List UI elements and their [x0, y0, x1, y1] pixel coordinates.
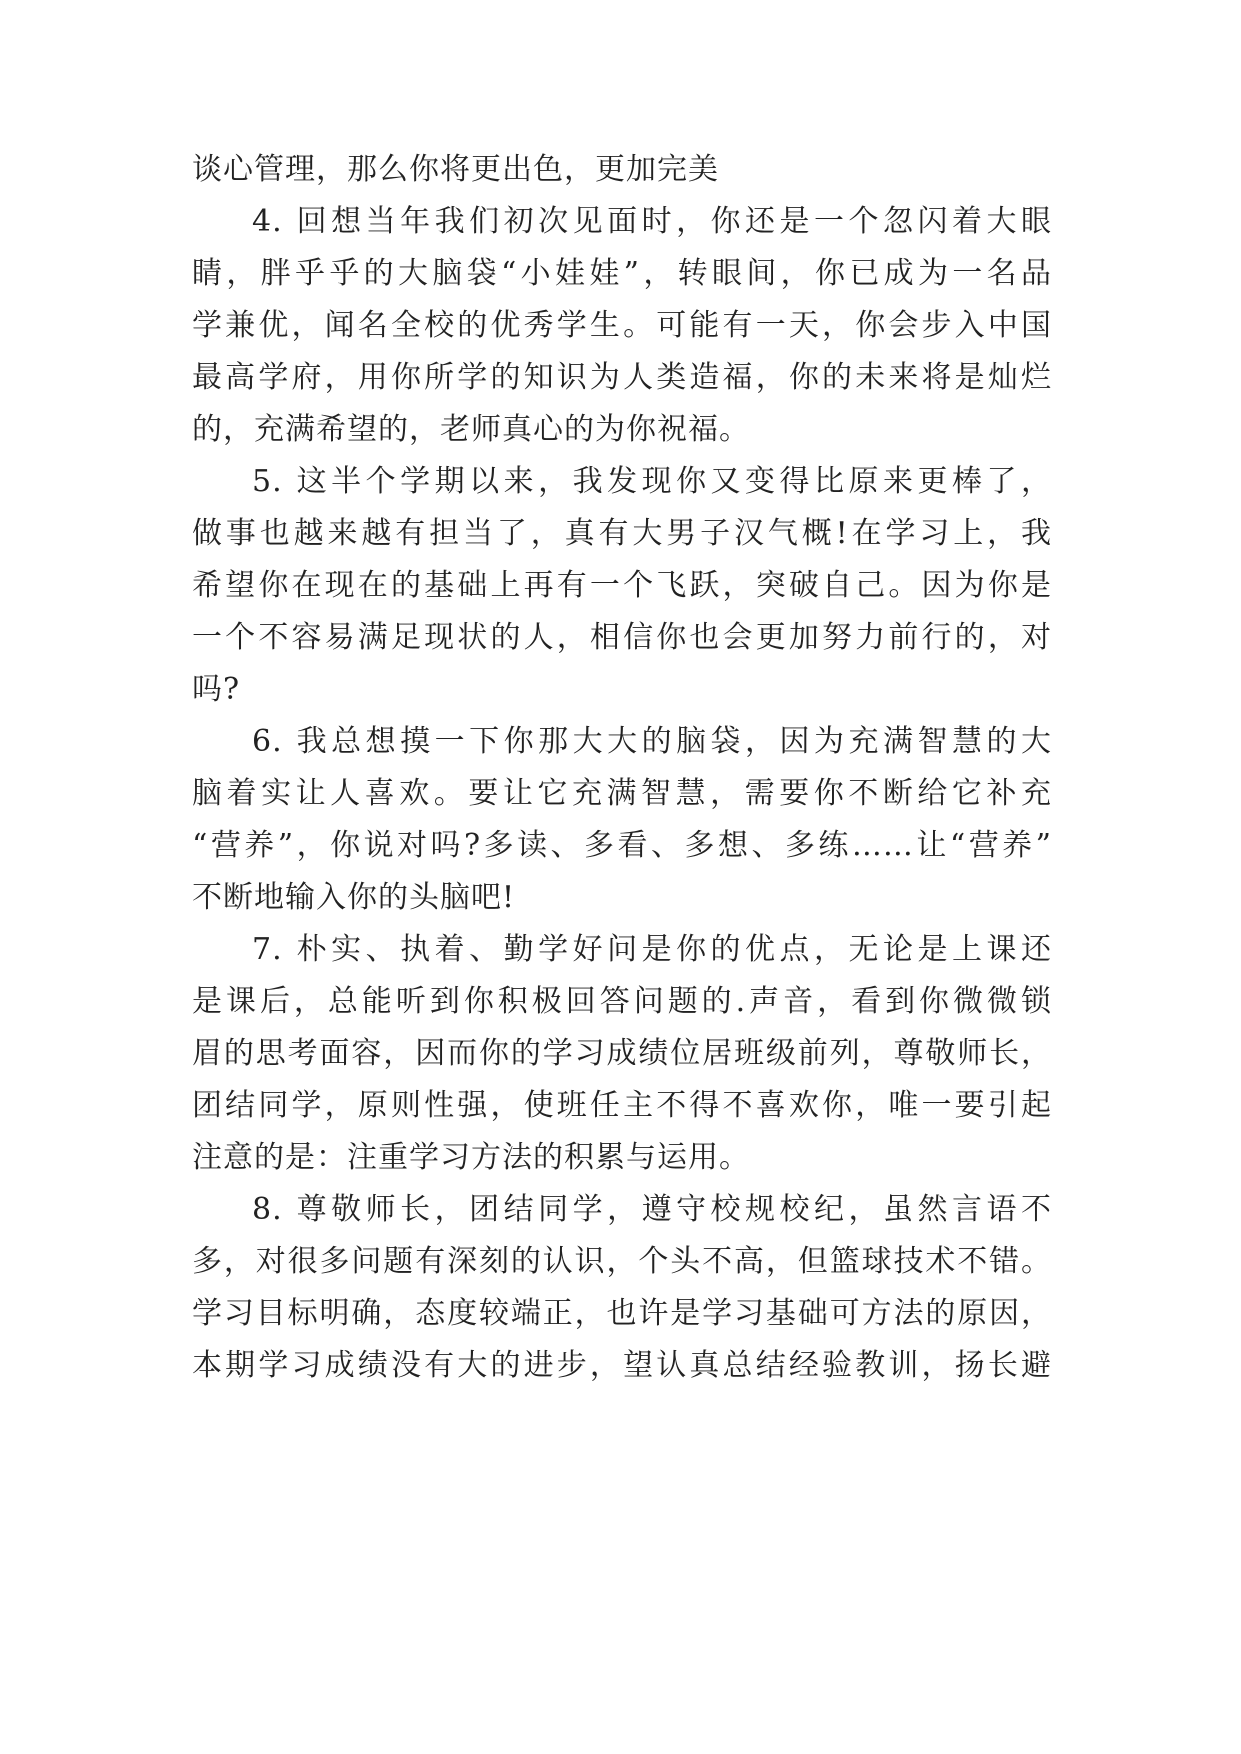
text-line: 最高学府，用你所学的知识为人类造福，你的未来将是灿烂	[192, 360, 1052, 395]
text-line: 团结同学，原则性强，使班任主不得不喜欢你，唯一要引起	[192, 1088, 1052, 1123]
text-line: 的，充满希望的，老师真心的为你祝福。	[192, 412, 750, 447]
text-line: 多，对很多问题有深刻的认识，个头不高，但篮球技术不错。	[192, 1244, 1052, 1279]
text-line: 本期学习成绩没有大的进步，望认真总结经验教训，扬长避	[192, 1348, 1052, 1383]
text-line: 眉的思考面容，因而你的学习成绩位居班级前列，尊敬师长，	[192, 1036, 1052, 1071]
text-line: 是课后，总能听到你积极回答问题的.声音，看到你微微锁	[192, 984, 1052, 1019]
text-line: 脑着实让人喜欢。要让它充满智慧，需要你不断给它补充	[192, 776, 1052, 811]
text-line: 学习目标明确，态度较端正，也许是学习基础可方法的原因，	[192, 1296, 1052, 1331]
paragraph-6-start: 6. 我总想摸一下你那大大的脑袋，因为充满智慧的大	[252, 724, 1052, 759]
text-line: 睛，胖乎乎的大脑袋“小娃娃”，转眼间，你已成为一名品	[192, 256, 1052, 291]
text-line: 吗?	[192, 672, 241, 707]
paragraph-7-start: 7. 朴实、执着、勤学好问是你的优点，无论是上课还	[252, 932, 1052, 967]
paragraph-8-start: 8. 尊敬师长，团结同学，遵守校规校纪，虽然言语不	[252, 1192, 1052, 1227]
text-line: 一个不容易满足现状的人，相信你也会更加努力前行的，对	[192, 620, 1052, 655]
paragraph-5-start: 5. 这半个学期以来，我发现你又变得比原来更棒了，	[252, 464, 1052, 499]
text-line: 做事也越来越有担当了，真有大男子汉气概!在学习上，我	[192, 516, 1052, 551]
paragraph-4-start: 4. 回想当年我们初次见面时，你还是一个忽闪着大眼	[252, 204, 1052, 239]
text-line: 注意的是：注重学习方法的积累与运用。	[192, 1140, 750, 1175]
text-line: 学兼优，闻名全校的优秀学生。可能有一天，你会步入中国	[192, 308, 1052, 343]
text-line: 希望你在现在的基础上再有一个飞跃，突破自己。因为你是	[192, 568, 1052, 603]
text-line: 不断地输入你的头脑吧!	[192, 880, 516, 915]
text-line: 谈心管理，那么你将更出色，更加完美	[192, 152, 719, 187]
text-line: “营养”，你说对吗?多读、多看、多想、多练……让“营养”	[192, 828, 1052, 863]
